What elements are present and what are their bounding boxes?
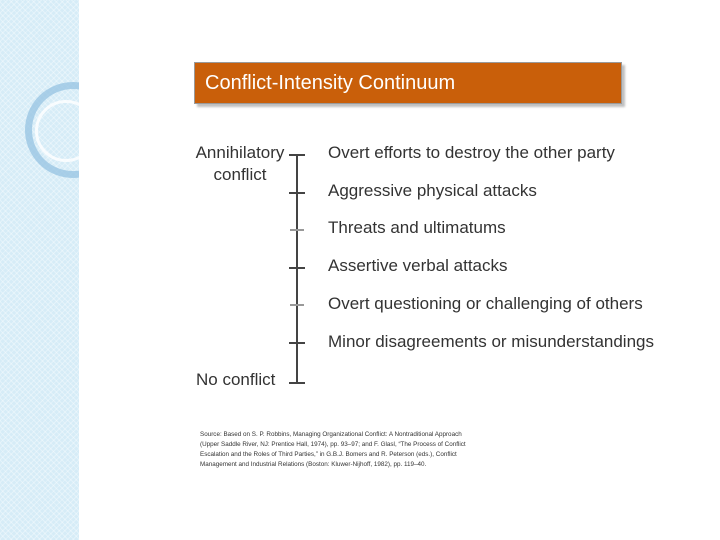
conflict-level-item: Minor disagreements or misunderstandings xyxy=(328,332,654,351)
axis-tick xyxy=(289,267,305,269)
conflict-level-item: Overt questioning or challenging of others xyxy=(328,294,643,313)
scale-top-label-line2: conflict xyxy=(213,165,267,184)
axis-tick xyxy=(289,192,305,194)
source-line: Escalation and the Roles of Third Parties,” in G.B.J. Bomers and R. Peterson (eds.), Conflict xyxy=(200,451,457,458)
source-line: Management and Industrial Relations (Boston: Kluwer-Nijhoff, 1982), pp. 119–40. xyxy=(200,461,427,468)
continuum-axis xyxy=(296,154,298,384)
axis-tick xyxy=(289,342,305,344)
conflict-level-item: Aggressive physical attacks xyxy=(328,181,537,200)
conflict-level-item: Threats and ultimatums xyxy=(328,218,506,237)
axis-tick xyxy=(290,304,304,306)
scale-top-label xyxy=(195,142,285,186)
page-title: Conflict-Intensity Continuum xyxy=(205,71,456,94)
title-bar xyxy=(194,62,622,104)
title-bar-inner xyxy=(197,65,619,101)
decorative-side-strip xyxy=(0,0,79,540)
axis-tick xyxy=(290,229,304,231)
conflict-level-item: Assertive verbal attacks xyxy=(328,256,508,275)
conflict-level-item: Overt efforts to destroy the other party xyxy=(328,143,615,162)
source-citation xyxy=(200,430,490,470)
scale-top-label-line1: Annihilatory xyxy=(195,143,285,162)
source-line: (Upper Saddle River, NJ: Prentice Hall, 1974), pp. 93–97; and F. Glasl, “The Process of Conflict xyxy=(200,441,466,448)
scale-bottom-label: No conflict xyxy=(196,370,276,389)
axis-tick xyxy=(289,154,305,156)
axis-tick xyxy=(289,382,305,384)
source-line: Source: Based on S. P. Robbins, Managing Organizational Conflict: A Nontraditional Approach xyxy=(200,431,462,438)
